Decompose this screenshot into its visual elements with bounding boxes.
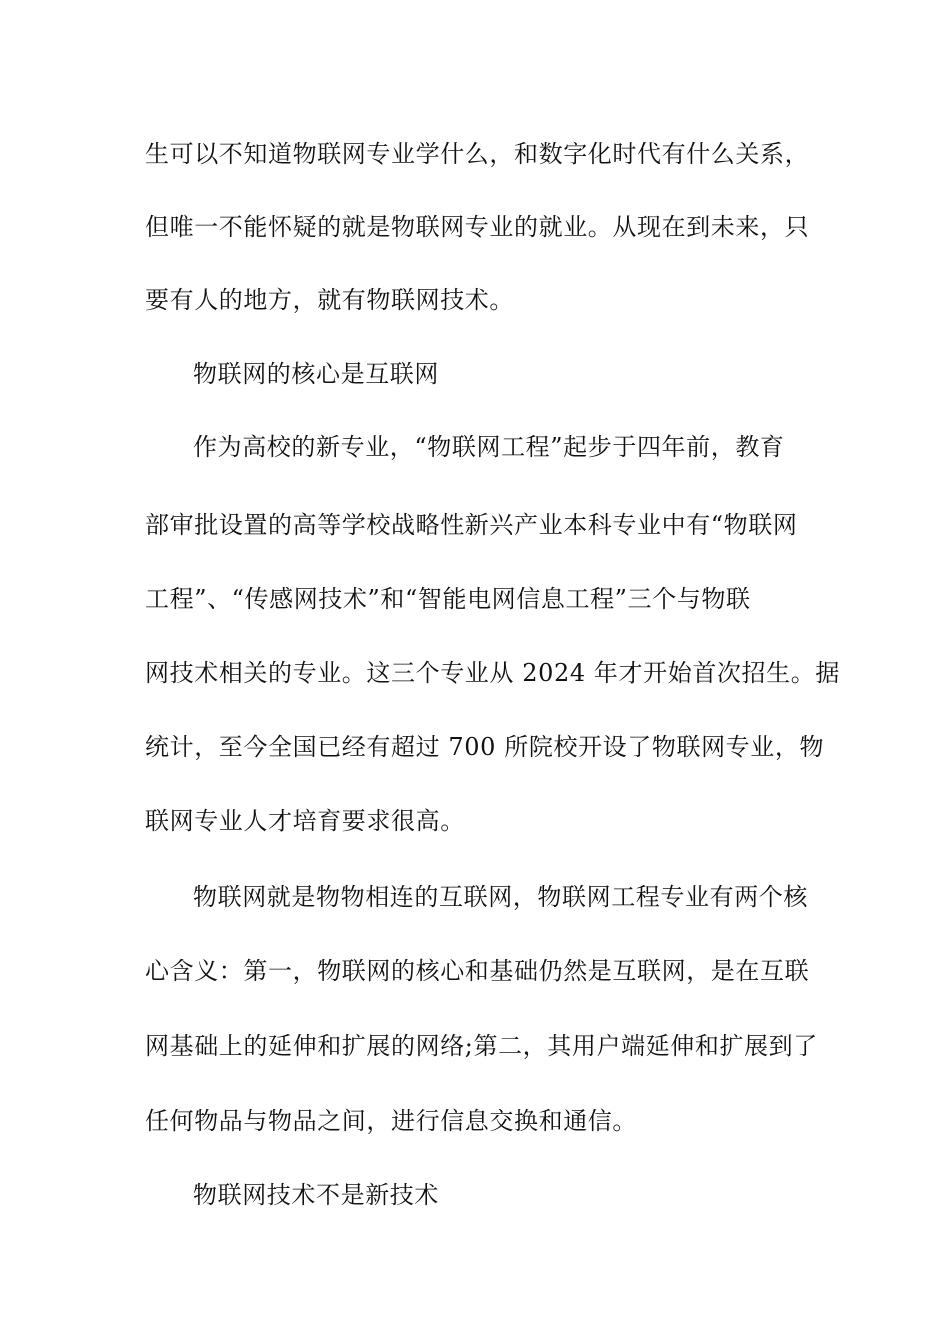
paragraph-line: 作为高校的新专业，“物联网工程”起步于四年前，教育: [193, 433, 785, 461]
paragraph-line: 生可以不知道物联网专业学什么，和数字化时代有什么关系，: [145, 140, 810, 168]
paragraph-line: 工程”、“传感网技术”和“智能电网信息工程”三个与物联: [145, 585, 751, 613]
paragraph-line: 联网专业人才培育要求很高。: [145, 807, 465, 835]
paragraph-line: 要有人的地方，就有物联网技术。: [145, 286, 514, 314]
paragraph-line: 统计，至今全国已经有超过 700 所院校开设了物联网专业，物: [145, 733, 825, 761]
paragraph-line: 网基础上的延伸和扩展的网络;第二，其用户端延伸和扩展到了: [145, 1032, 818, 1060]
paragraph-line: 部审批设置的高等学校战略性新兴产业本科专业中有“物联网: [145, 511, 798, 539]
paragraph-line: 但唯一不能怀疑的就是物联网专业的就业。从现在到未来，只: [145, 213, 810, 241]
section-heading: 物联网技术不是新技术: [193, 1181, 439, 1209]
section-heading: 物联网的核心是互联网: [193, 360, 439, 388]
paragraph-line: 物联网就是物物相连的互联网，物联网工程专业有两个核: [193, 883, 808, 911]
paragraph-line: 网技术相关的专业。这三个专业从 2024 年才开始首次招生。据: [145, 659, 840, 687]
paragraph-line: 任何物品与物品之间，进行信息交换和通信。: [145, 1107, 637, 1135]
paragraph-line: 心含义：第一，物联网的核心和基础仍然是互联网，是在互联: [145, 957, 810, 985]
